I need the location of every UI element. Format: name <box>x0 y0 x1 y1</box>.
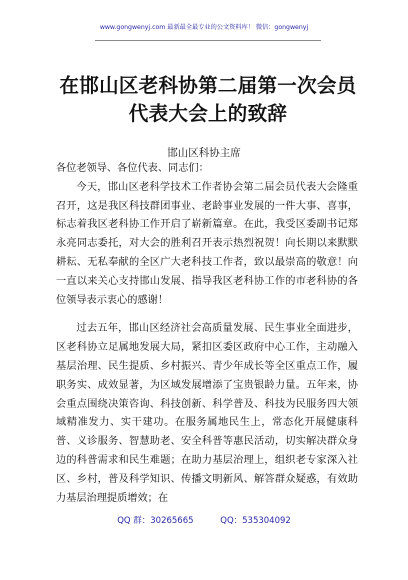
document-title: 在邯山区老科协第二届第一次会员代表大会上的致辞 <box>59 74 357 125</box>
header-banner: www.gongwenyj.com 最新最全最专业的公文资料库！ 微信：gongwenyj <box>99 24 309 31</box>
footer-qq: QQ：535304092 <box>220 516 291 526</box>
document-body <box>56 160 358 508</box>
paragraph: 过去五年，邯山区经济社会高质量发展、民生事业全面进步，区老科协立足属地发展大局，紧扣区委区政府中心工作，主动融入基层治理、民生提质、乡村振兴、青少年成长等全区重点工作，履职务实、成效显著，为区域发展增添了宝贵银龄力量。五年来，协会重点围绕决策咨询、科技创新、科学普及、科技为民服务四大领域精准发力、实干建功。在服务属地民生上，常态化开展健康科普、义诊服务、智慧助老、安全科普等惠民活动，切实解决群众身边的科普需求和民生难题；在助力基层治理上，组织老专家深入社区、乡村，普及科学知识、传播文明新风、解答群众疑惑，有效助力基层治理提质增效；在 <box>56 323 358 504</box>
document-author: 邯山区科协主席 <box>167 147 241 159</box>
footer-contact <box>0 514 408 526</box>
greeting: 各位老领导、各位代表、同志们： <box>56 163 209 174</box>
footer-qq-group: QQ 群：30265665 <box>117 516 194 526</box>
header-divider <box>95 40 321 41</box>
paragraph: 今天，邯山区老科学技术工作者协会第二届会员代表大会隆重召开，这是我区科技群团事业、老龄事业发展的一件大事、喜事，标志着我区老科协工作开启了崭新篇章。在此，我受区委副书记郑永亮同志委托，对大会的胜利召开表示热烈祝贺！向长期以来默默耕耘、无私奉献的全区广大老科技工作者，致以最崇高的敬意！向一直以来关心支持邯山发展、指导我区老科协工作的市老科协的各位领导表示衷心的感谢！ <box>56 181 358 306</box>
